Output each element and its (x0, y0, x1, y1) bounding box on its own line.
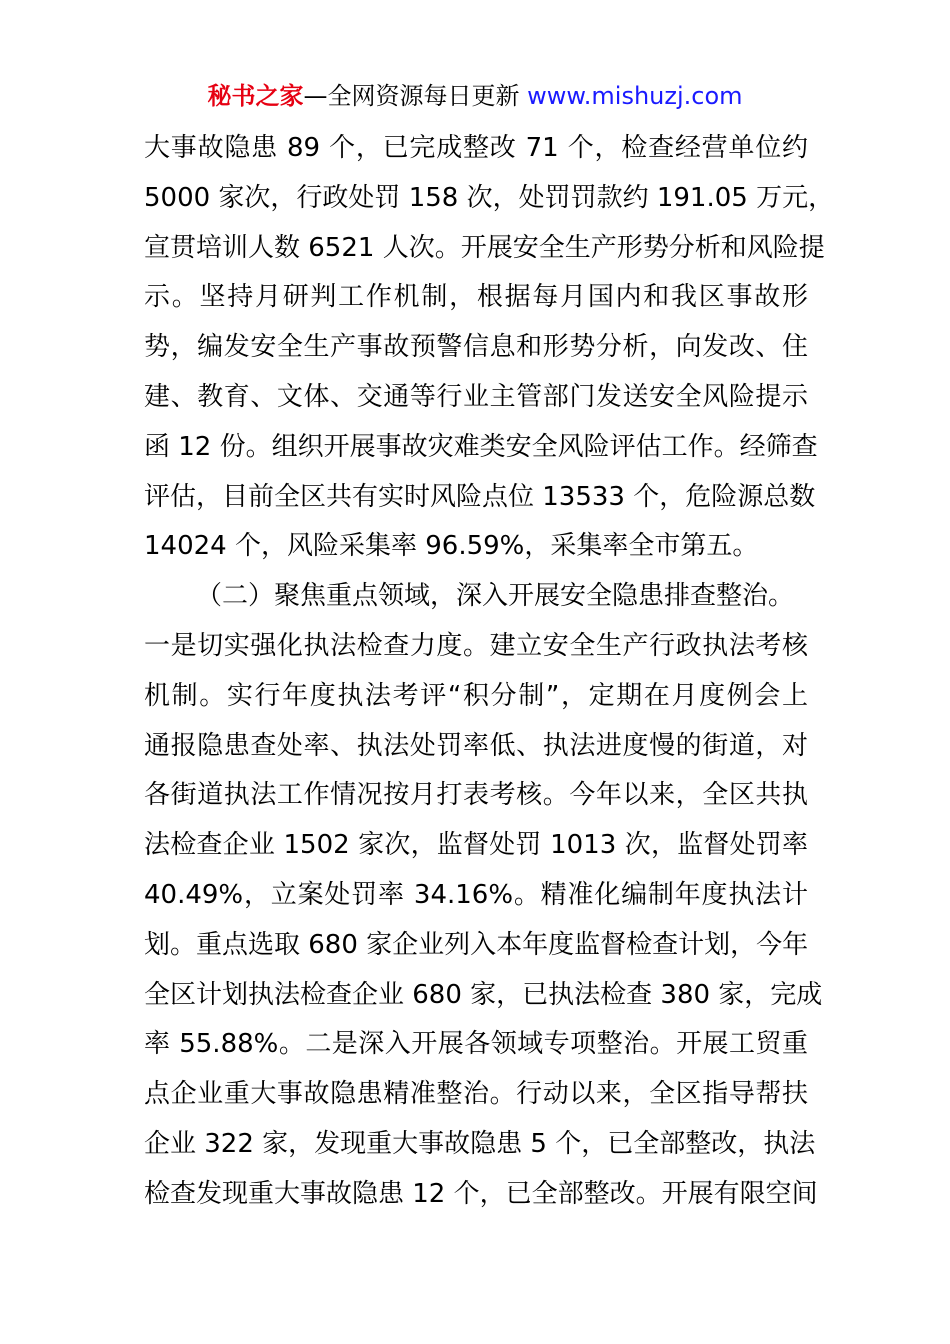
text-line: 建、教育、文体、交通等行业主管部门发送安全风险提示 (144, 381, 808, 412)
text-line: 企业 322 家，发现重大事故隐患 5 个，已全部整改，执法 (144, 1128, 816, 1159)
text-line: 评估，目前全区共有实时风险点位 13533 个，危险源总数 (144, 481, 816, 512)
text-line: 率 55.88%。二是深入开展各领域专项整治。开展工贸重 (144, 1029, 808, 1060)
text-line: 一是切实强化执法检查力度。建立安全生产行政执法考核 (144, 630, 808, 661)
site-brand: 秘书之家 (207, 82, 304, 110)
document-body (144, 124, 835, 1220)
text-line: 通报隐患查处率、执法处罚率低、执法进度慢的街道，对 (144, 730, 808, 761)
site-header (0, 78, 950, 114)
text-line: 势，编发安全生产事故预警信息和形势分析，向发改、住 (144, 332, 808, 363)
section-heading: （二）聚焦重点领域，深入开展安全隐患排查整治。 (196, 581, 795, 612)
text-line: 全区计划执法检查企业 680 家，已执法检查 380 家，完成 (144, 979, 823, 1010)
site-tagline: —全网资源每日更新 (303, 82, 520, 110)
text-line: 法检查企业 1502 家次，监督处罚 1013 次，监督处罚率 (144, 830, 808, 861)
text-line: 示。坚持月研判工作机制，根据每月国内和我区事故形 (144, 282, 808, 313)
text-line: 函 12 份。组织开展事故灾难类安全风险评估工作。经筛查 (144, 431, 818, 462)
text-line: 划。重点选取 680 家企业列入本年度监督检查计划，今年 (144, 929, 809, 960)
text-line: 大事故隐患 89 个，已完成整改 71 个，检查经营单位约 (144, 133, 808, 163)
text-line: 40.49%，立案处罚率 34.16%。精准化编制年度执法计 (144, 879, 808, 910)
text-line: 检查发现重大事故隐患 12 个，已全部整改。开展有限空间 (144, 1178, 818, 1209)
text-line: 各街道执法工作情况按月打表考核。今年以来，全区共执 (144, 780, 808, 811)
text-line: 宣贯培训人数 6521 人次。开展安全生产形势分析和风险提 (144, 232, 825, 263)
site-url[interactable]: www.mishuzj.com (527, 82, 743, 110)
text-line: 5000 家次，行政处罚 158 次，处罚罚款约 191.05 万元， (144, 182, 835, 213)
text-line: 点企业重大事故隐患精准整治。行动以来，全区指导帮扶 (144, 1079, 808, 1110)
paragraph-end-line: 14024 个，风险采集率 96.59%，采集率全市第五。 (144, 531, 759, 562)
text-line: 机制。实行年度执法考评“积分制”，定期在月度例会上 (144, 680, 808, 711)
